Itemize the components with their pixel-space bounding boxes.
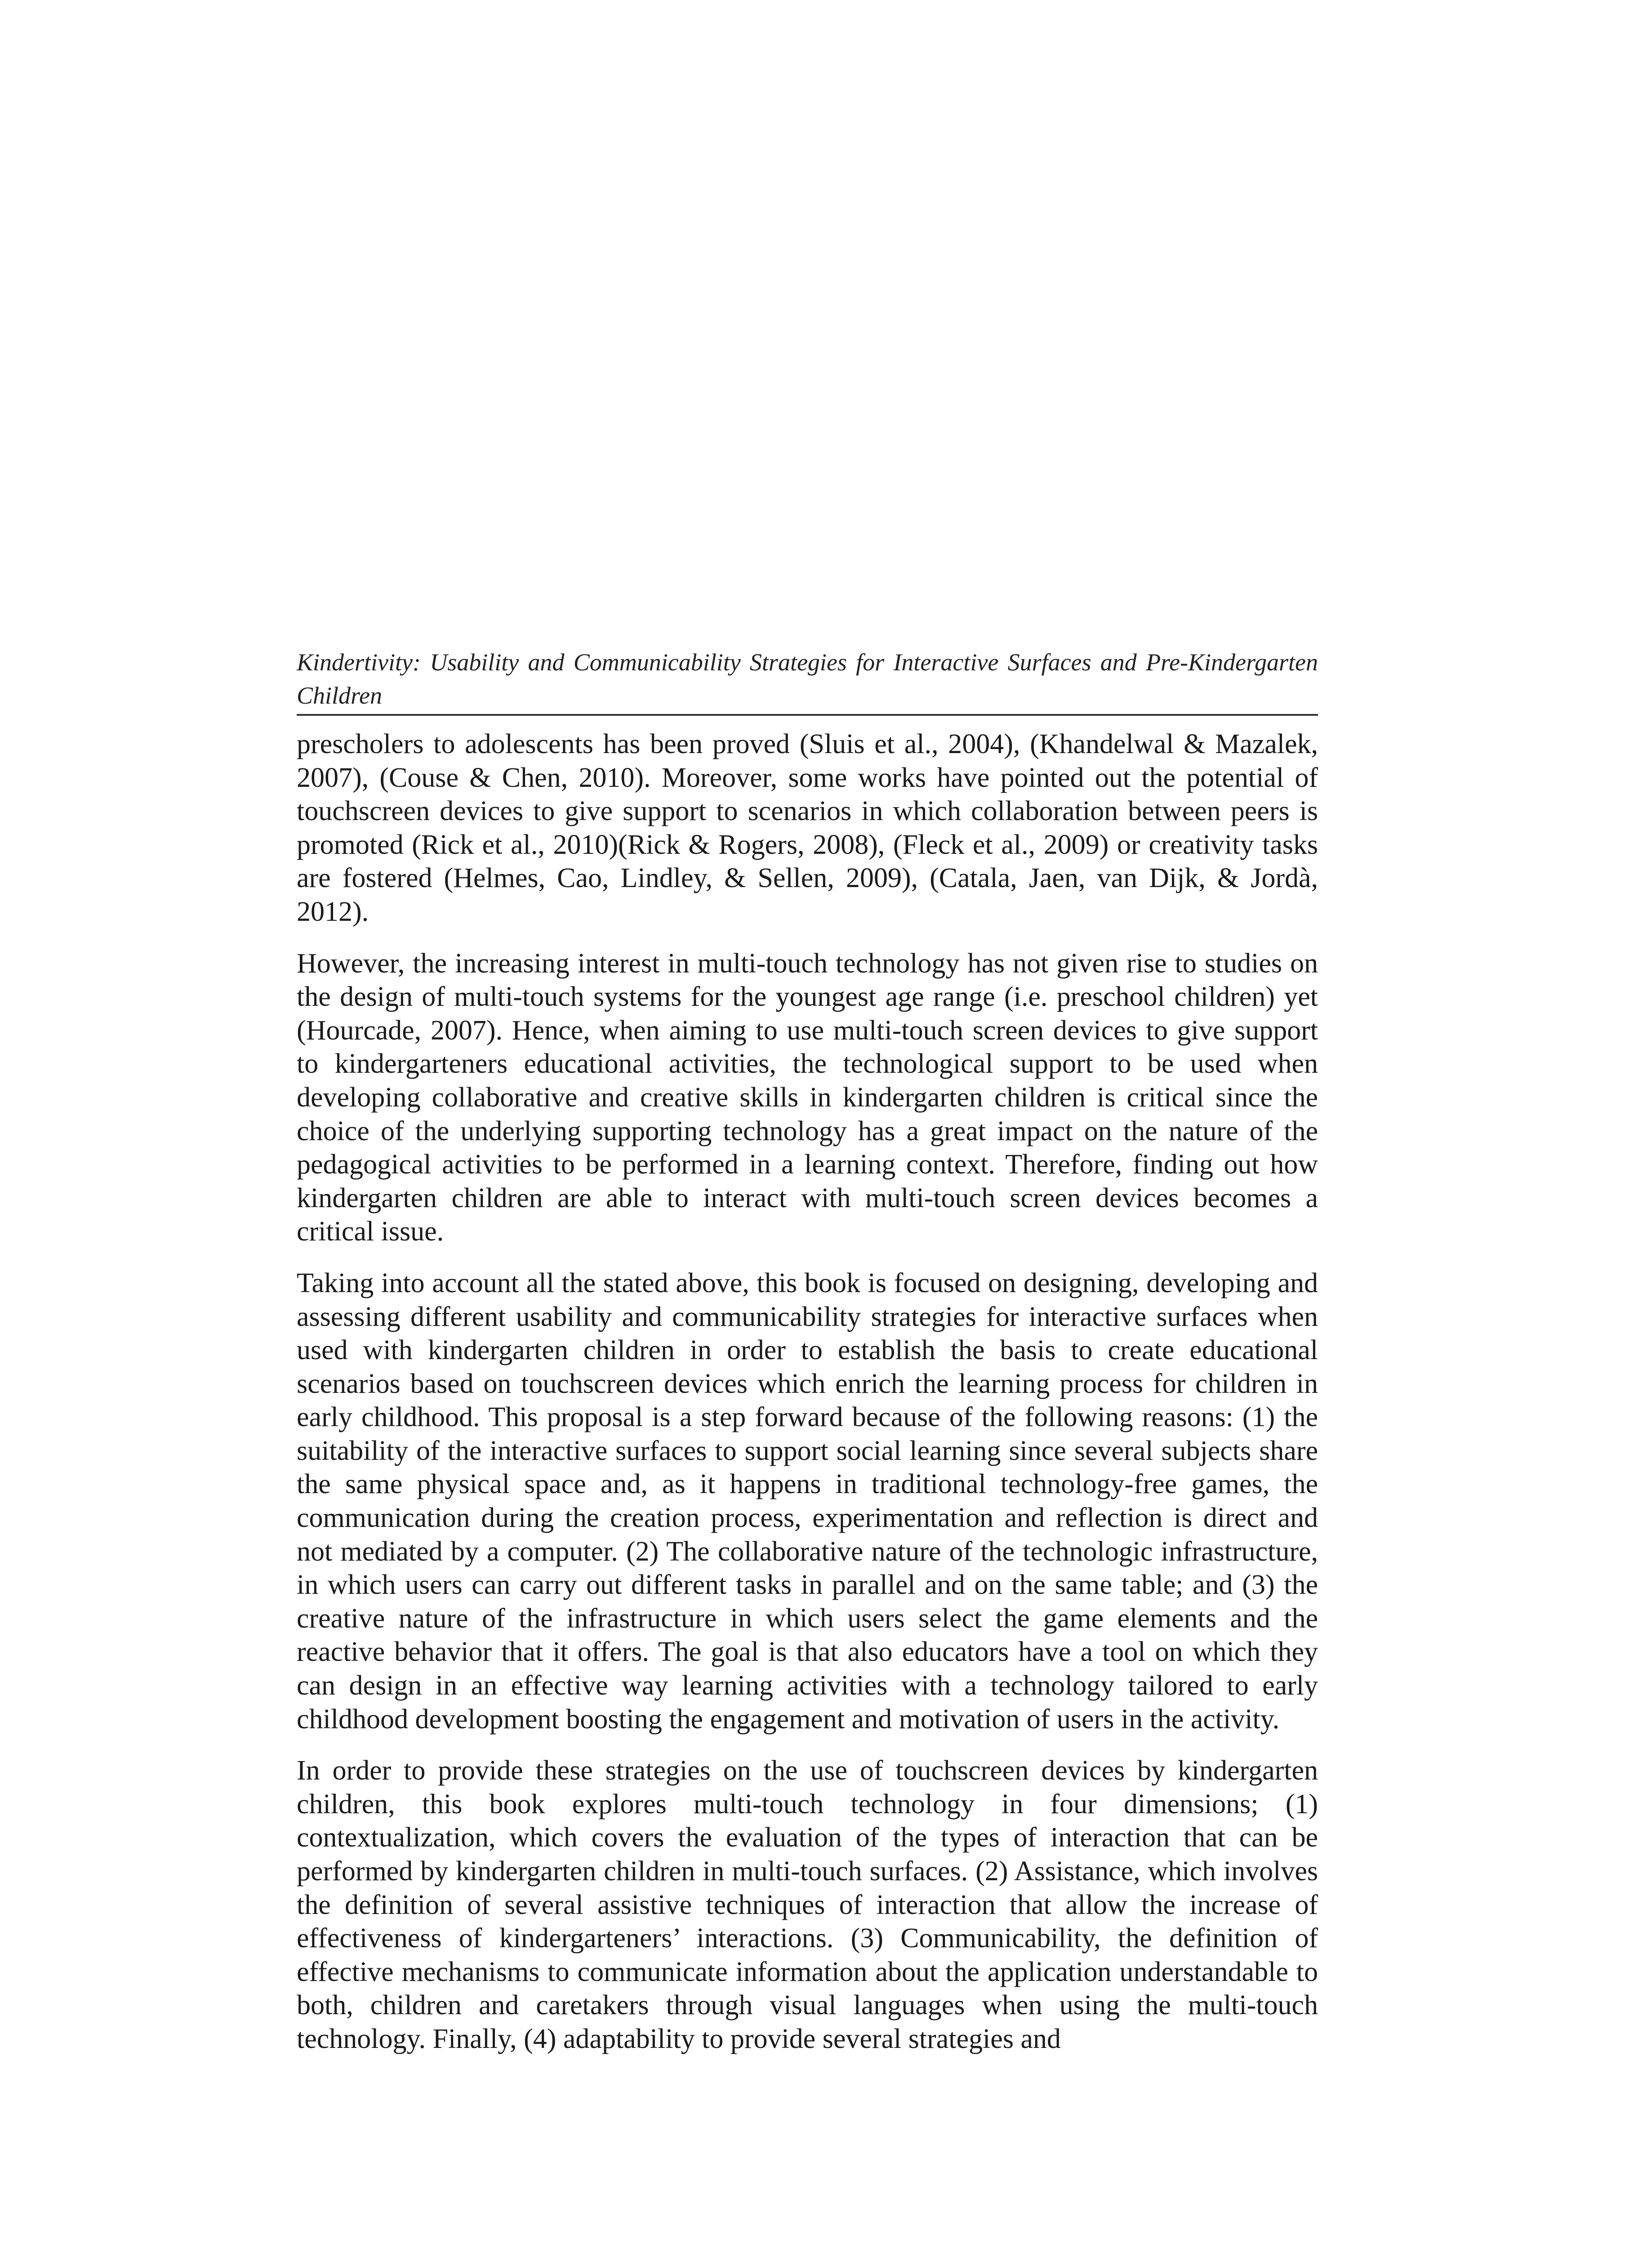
paragraph-1: prescholers to adolescents has been proved (Sluis et al., 2004), (Khandelwal & Mazalek, 2007), (Couse & Chen, 2010). Moreover, some works have pointed out the potential of touchscreen devices to give support to scenarios in which collaboration between peers is promoted (Rick et al., 2010)(Rick & Rogers, 2008), (Fleck et al., 2009) or creativity tasks are fostered (Helmes, Cao, Lindley, & Sellen, 2009), (Catala, Jaen, van Dijk, & Jordà, 2012). [297, 729, 1318, 927]
paragraph-3: Taking into account all the stated above, this book is focused on designing, developing and assessing different usability and communicability strategies for interactive surfaces when used with kindergarten children in order to establish the basis to create educational scenarios based on touchscreen devices which enrich the learning process for children in early childhood. This proposal is a step forward because of the following reasons: (1) the suitability of the interactive surfaces to support social learning since several subjects share the same physical space and, as it happens in traditional technology-free games, the communication during the creation process, experimentation and reflection is direct and not mediated by a computer. (2) The collaborative nature of the technologic infrastructure, in which users can carry out different tasks in parallel and on the same table; and (3) the creative nature of the infrastructure in which users select the game elements and the reactive behavior that it offers. The goal is that also educators have a tool on which they can design in an effective way learning activities with a technology tailored to early childhood development boosting the engagement and motivation of users in the activity. [297, 1267, 1318, 1735]
body-text [297, 727, 1318, 2074]
paragraph-4: In order to provide these strategies on the use of touchscreen devices by kindergarten children, this book explores multi-touch technology in four dimensions; (1) contextualization, which covers the evaluation of the types of interaction that can be performed by kindergarten children in multi-touch surfaces. (2) Assistance, which involves the definition of several assistive techniques of interaction that allow the increase of effectiveness of kindergarteners’ interactions. (3) Communicability, the definition of effective mechanisms to communicate information about the application understandable to both, children and caretakers through visual languages when using the multi-touch technology. Finally, (4) adaptability to provide several strategies and [297, 1755, 1318, 2054]
paragraph-2: However, the increasing interest in multi-touch technology has not given rise to studies on the design of multi-touch systems for the youngest age range (i.e. preschool children) yet (Hourcade, 2007). Hence, when aiming to use multi-touch screen devices to give support to kindergarteners educational activities, the technological support to be used when developing collaborative and creative skills in kindergarten children is critical since the choice of the underlying supporting technology has a great impact on the nature of the pedagogical activities to be performed in a learning context. Therefore, finding out how kindergarten children are able to interact with multi-touch screen devices becomes a critical issue. [297, 948, 1318, 1247]
running-header: Kindertivity: Usability and Communicability Strategies for Interactive Surfaces and Pre-Kindergarten Children [297, 649, 1318, 709]
header-divider [297, 714, 1318, 716]
